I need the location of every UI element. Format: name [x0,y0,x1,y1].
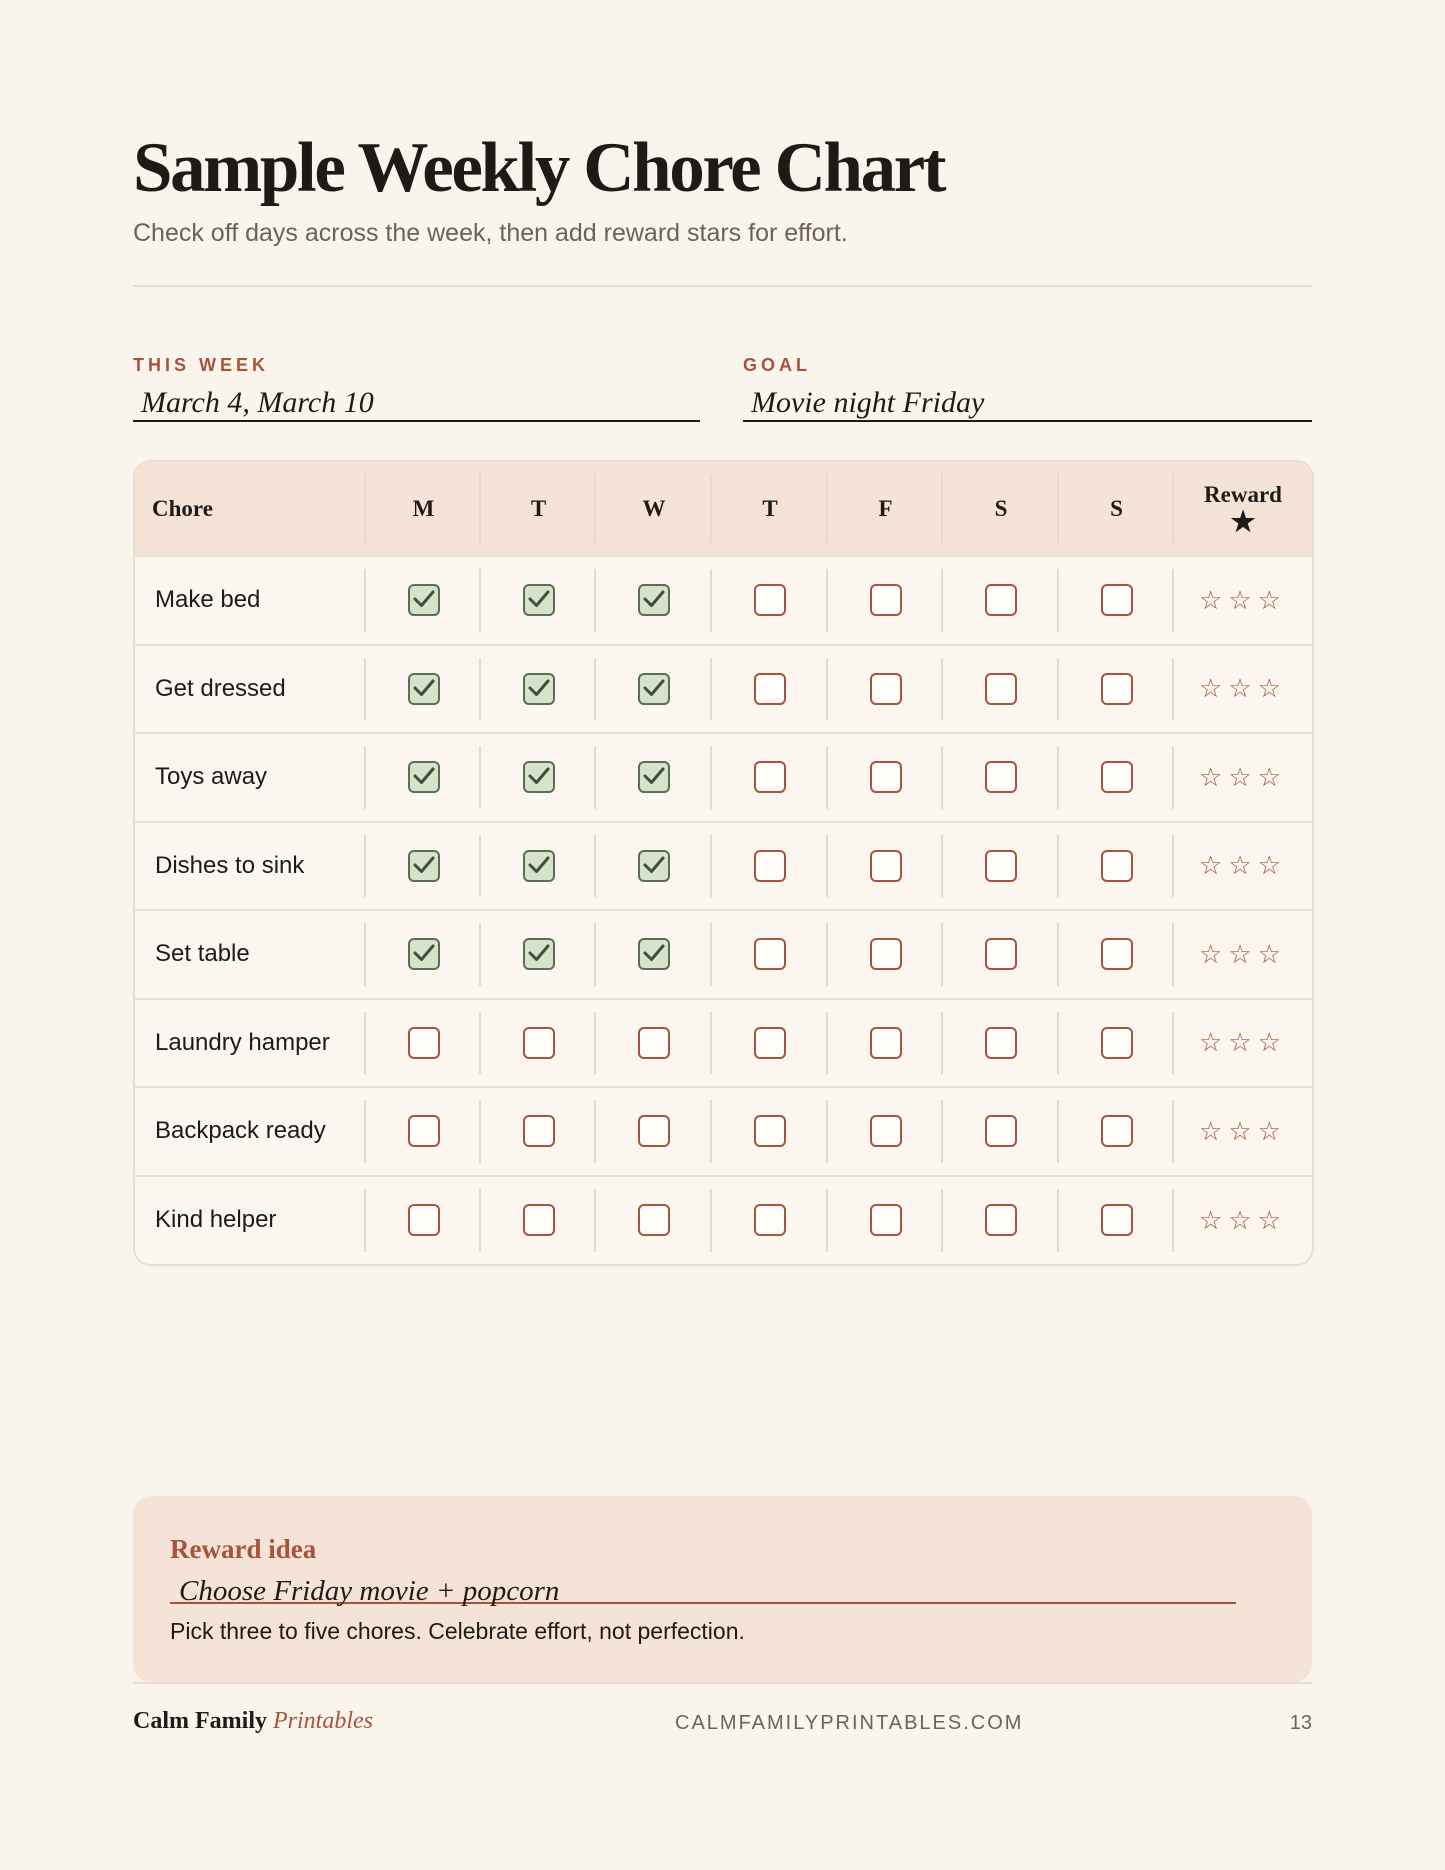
empty-checkbox[interactable] [754,938,786,970]
reward-cell [1174,733,1312,822]
empty-checkbox[interactable] [985,1115,1017,1147]
chore-name: Get dressed [135,645,366,734]
reward-idea-note: Pick three to five chores. Celebrate effort, not perfection. [170,1618,745,1644]
brand-logo [133,1708,373,1735]
goal-label: GOAL [743,355,811,375]
day-cell-tue [481,822,596,911]
day-cell-mon [366,556,481,645]
check-icon [641,675,667,701]
day-cell-fri [828,1087,943,1176]
day-cell-fri [828,733,943,822]
checked-checkbox[interactable] [523,761,555,793]
empty-checkbox[interactable] [1101,584,1133,616]
day-cell-fri [828,645,943,734]
empty-checkbox[interactable] [985,584,1017,616]
empty-checkbox[interactable] [985,1204,1017,1236]
page-title: Sample Weekly Chore Chart [133,129,945,207]
day-header-fri: F [828,462,943,556]
reward-cell [1174,556,1312,645]
check-icon [641,940,667,966]
day-cell-sat [943,645,1059,734]
day-cell-sun [1059,999,1174,1088]
day-header-tue: T [481,462,596,556]
chore-name: Kind helper [135,1176,366,1265]
empty-checkbox[interactable] [523,1115,555,1147]
day-cell-mon [366,1176,481,1265]
checked-checkbox[interactable] [638,584,670,616]
check-icon [641,852,667,878]
page-number: 13 [1289,1712,1312,1734]
day-cell-fri [828,556,943,645]
day-cell-tue [481,999,596,1088]
empty-checkbox[interactable] [1101,1204,1133,1236]
reward-idea-input[interactable]: Choose Friday movie + popcorn [170,1570,1236,1604]
empty-checkbox[interactable] [985,938,1017,970]
page [133,0,1312,1870]
day-cell-sat [943,1176,1059,1265]
empty-checkbox[interactable] [870,938,902,970]
table-header-row [135,462,1312,556]
empty-checkbox[interactable] [870,1027,902,1059]
day-cell-tue [481,910,596,999]
day-cell-wed [596,1176,712,1265]
check-icon [411,763,437,789]
reward-cell [1174,910,1312,999]
empty-checkbox[interactable] [870,1115,902,1147]
day-cell-thu [712,822,828,911]
chore-table-body [135,556,1312,1264]
empty-checkbox[interactable] [754,584,786,616]
reward-cell [1174,822,1312,911]
table-row [135,556,1312,645]
day-cell-mon [366,999,481,1088]
empty-checkbox[interactable] [638,1027,670,1059]
checked-checkbox[interactable] [523,850,555,882]
day-cell-sat [943,999,1059,1088]
empty-checkbox[interactable] [523,1204,555,1236]
reward-stars-icon[interactable]: ☆☆☆ [1199,850,1287,881]
chore-name: Laundry hamper [135,999,366,1088]
day-cell-thu [712,556,828,645]
day-cell-sat [943,822,1059,911]
reward-stars-icon[interactable]: ☆☆☆ [1199,584,1287,615]
check-icon [526,586,552,612]
chore-name: Make bed [135,556,366,645]
checked-checkbox[interactable] [638,850,670,882]
check-icon [411,940,437,966]
empty-checkbox[interactable] [870,850,902,882]
reward-cell [1174,645,1312,734]
day-cell-thu [712,1176,828,1265]
day-cell-sun [1059,556,1174,645]
day-cell-sat [943,556,1059,645]
checked-checkbox[interactable] [408,673,440,705]
day-cell-mon [366,822,481,911]
day-cell-wed [596,999,712,1088]
chore-name: Backpack ready [135,1087,366,1176]
empty-checkbox[interactable] [408,1027,440,1059]
chore-table [135,462,1312,1264]
day-cell-tue [481,1176,596,1265]
reward-star-icon: ★ [1230,506,1256,538]
table-row [135,1087,1312,1176]
day-header-sat: S [943,462,1059,556]
day-cell-mon [366,1087,481,1176]
checked-checkbox[interactable] [638,761,670,793]
reward-stars-icon[interactable]: ☆☆☆ [1199,938,1287,969]
brand-accent: Printables [272,1708,373,1734]
day-cell-tue [481,733,596,822]
chore-column-header: Chore [135,462,366,556]
day-cell-thu [712,910,828,999]
day-cell-sat [943,1087,1059,1176]
reward-stars-icon[interactable]: ☆☆☆ [1199,673,1287,704]
day-cell-sat [943,910,1059,999]
empty-checkbox[interactable] [408,1204,440,1236]
day-cell-sun [1059,733,1174,822]
reward-idea-card [133,1496,1312,1682]
empty-checkbox[interactable] [870,584,902,616]
day-header-wed: W [596,462,712,556]
reward-stars-icon[interactable]: ☆☆☆ [1199,1204,1287,1235]
reward-idea-title: Reward idea [170,1534,317,1564]
this-week-input[interactable]: March 4, March 10 [133,386,700,422]
checked-checkbox[interactable] [523,673,555,705]
reward-stars-icon[interactable]: ☆☆☆ [1199,1027,1287,1058]
empty-checkbox[interactable] [870,1204,902,1236]
table-row [135,645,1312,734]
empty-checkbox[interactable] [985,1027,1017,1059]
empty-checkbox[interactable] [638,1115,670,1147]
chore-name: Dishes to sink [135,822,366,911]
empty-checkbox[interactable] [985,761,1017,793]
day-cell-thu [712,999,828,1088]
checked-checkbox[interactable] [523,584,555,616]
day-cell-thu [712,1087,828,1176]
day-cell-wed [596,1087,712,1176]
empty-checkbox[interactable] [638,1204,670,1236]
check-icon [526,852,552,878]
empty-checkbox[interactable] [985,673,1017,705]
day-cell-thu [712,733,828,822]
check-icon [526,763,552,789]
brand-name: Calm Family [133,1708,267,1734]
day-header-thu: T [712,462,828,556]
empty-checkbox[interactable] [870,673,902,705]
day-cell-thu [712,645,828,734]
day-cell-fri [828,910,943,999]
day-cell-wed [596,733,712,822]
day-cell-fri [828,999,943,1088]
empty-checkbox[interactable] [1101,1115,1133,1147]
divider [133,285,1312,287]
check-icon [411,675,437,701]
reward-column-header [1174,462,1312,556]
table-row [135,733,1312,822]
empty-checkbox[interactable] [1101,1027,1133,1059]
day-cell-mon [366,910,481,999]
goal-field [743,352,1312,422]
checked-checkbox[interactable] [408,761,440,793]
table-row [135,910,1312,999]
chore-name: Set table [135,910,366,999]
day-cell-wed [596,645,712,734]
day-cell-fri [828,1176,943,1265]
check-icon [411,852,437,878]
checked-checkbox[interactable] [408,938,440,970]
day-cell-sun [1059,822,1174,911]
check-icon [526,675,552,701]
empty-checkbox[interactable] [870,761,902,793]
reward-cell [1174,999,1312,1088]
empty-checkbox[interactable] [754,761,786,793]
day-header-mon: M [366,462,481,556]
chore-chart [133,460,1314,1266]
day-header-sun: S [1059,462,1174,556]
check-icon [641,763,667,789]
reward-stars-icon[interactable]: ☆☆☆ [1199,761,1287,792]
day-cell-wed [596,556,712,645]
empty-checkbox[interactable] [754,1027,786,1059]
day-cell-wed [596,910,712,999]
reward-header-label: Reward [1204,481,1282,507]
day-cell-mon [366,733,481,822]
empty-checkbox[interactable] [1101,761,1133,793]
reward-cell [1174,1176,1312,1265]
day-cell-mon [366,645,481,734]
table-row [135,1176,1312,1265]
empty-checkbox[interactable] [523,1027,555,1059]
empty-checkbox[interactable] [1101,673,1133,705]
site-url: CALMFAMILYPRINTABLES.COM [675,1712,1024,1734]
checked-checkbox[interactable] [523,938,555,970]
goal-input[interactable]: Movie night Friday [743,386,1312,422]
footer-divider [133,1682,1312,1684]
reward-cell [1174,1087,1312,1176]
empty-checkbox[interactable] [754,850,786,882]
empty-checkbox[interactable] [408,1115,440,1147]
checked-checkbox[interactable] [638,938,670,970]
empty-checkbox[interactable] [1101,850,1133,882]
this-week-field [133,352,700,422]
table-row [135,999,1312,1088]
reward-stars-icon[interactable]: ☆☆☆ [1199,1115,1287,1146]
table-row [135,822,1312,911]
day-cell-sun [1059,910,1174,999]
day-cell-tue [481,556,596,645]
day-cell-fri [828,822,943,911]
checked-checkbox[interactable] [638,673,670,705]
this-week-label: THIS WEEK [133,355,270,375]
check-icon [411,586,437,612]
check-icon [526,940,552,966]
empty-checkbox[interactable] [754,1204,786,1236]
checked-checkbox[interactable] [408,850,440,882]
checked-checkbox[interactable] [408,584,440,616]
empty-checkbox[interactable] [754,1115,786,1147]
empty-checkbox[interactable] [1101,938,1133,970]
day-cell-sat [943,733,1059,822]
day-cell-sun [1059,1087,1174,1176]
chore-name: Toys away [135,733,366,822]
day-cell-sun [1059,645,1174,734]
page-subtitle: Check off days across the week, then add reward stars for effort. [133,219,848,247]
day-cell-tue [481,645,596,734]
day-cell-wed [596,822,712,911]
day-cell-sun [1059,1176,1174,1265]
empty-checkbox[interactable] [754,673,786,705]
day-cell-tue [481,1087,596,1176]
check-icon [641,586,667,612]
empty-checkbox[interactable] [985,850,1017,882]
